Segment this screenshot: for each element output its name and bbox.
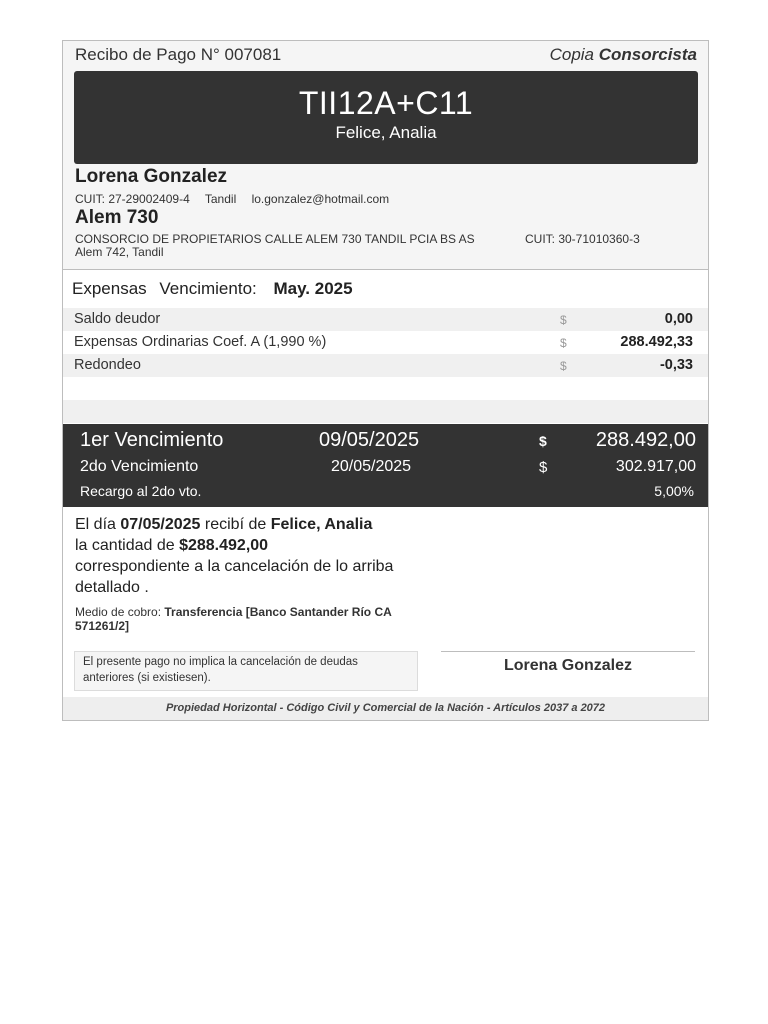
- payment-method: [75, 605, 435, 633]
- currency-symbol: $: [560, 313, 567, 327]
- receipt-header-area: [63, 41, 708, 269]
- expenses-period: May. 2025: [273, 279, 353, 298]
- currency-symbol: $: [560, 359, 567, 373]
- expense-row-empty: [63, 377, 708, 400]
- copy-recipient: Consorcista: [598, 45, 697, 64]
- unit-owner: Felice, Analia: [335, 123, 437, 142]
- legal-footer: Propiedad Horizontal - Código Civil y Comercial de la Nación - Artículos 2037 a 2072: [63, 697, 708, 720]
- expense-amount: 0,00: [664, 311, 693, 327]
- receipt-statement: [75, 514, 435, 598]
- second-due-date: 20/05/2025: [331, 458, 412, 475]
- expense-label: Redondeo: [74, 357, 141, 373]
- administrator-city: Tandil: [204, 192, 237, 206]
- payment-date: 07/05/2025: [120, 516, 201, 533]
- statement-text: correspondiente a la cancelación de lo arriba detallado .: [75, 558, 394, 596]
- due-label: Vencimiento:: [159, 279, 257, 298]
- administrator-details: [75, 192, 401, 206]
- expense-row: [63, 331, 708, 354]
- second-due-label: 2do Vencimiento: [80, 458, 199, 475]
- surcharge-label: Recargo al 2do vto.: [80, 483, 202, 499]
- building-address: Alem 742, Tandil: [75, 245, 164, 259]
- building-details: [75, 233, 695, 259]
- signature-name: Lorena Gonzalez: [503, 657, 633, 674]
- expense-label: Expensas Ordinarias Coef. A (1,990 %): [74, 334, 327, 350]
- expense-row: [63, 308, 708, 331]
- building-name: Alem 730: [75, 207, 159, 228]
- payer-name: Felice, Analia: [270, 516, 373, 533]
- first-due-label: 1er Vencimiento: [80, 429, 224, 451]
- consortium-name: CONSORCIO DE PROPIETARIOS CALLE ALEM 730 TANDIL PCIA BS AS: [75, 232, 475, 246]
- divider: [63, 269, 708, 270]
- administrator-name: Lorena Gonzalez: [75, 166, 228, 187]
- expenses-label: Expensas: [72, 279, 147, 298]
- copy-type: [550, 45, 697, 65]
- expense-row: [63, 354, 708, 377]
- expenses-title: [72, 279, 361, 299]
- currency-symbol: $: [539, 459, 548, 476]
- receipt-header-row: [75, 45, 697, 67]
- statement-text: El día: [75, 516, 121, 533]
- paid-amount: $288.492,00: [179, 537, 269, 554]
- copy-word: Copia: [549, 45, 595, 64]
- expense-row-empty: [63, 400, 708, 423]
- second-due-amount: 302.917,00: [615, 458, 696, 475]
- payment-method-value: Transferencia [Banco Santander Río CA 571261/2]: [75, 605, 392, 633]
- expense-amount: 288.492,33: [620, 334, 693, 350]
- surcharge-value: 5,00%: [654, 483, 694, 499]
- administrator-email: lo.gonzalez@hotmail.com: [251, 192, 390, 206]
- payment-method-label: Medio de cobro:: [75, 605, 165, 619]
- statement-text: la cantidad de: [75, 537, 180, 554]
- disclaimer-note: El presente pago no implica la cancelación de deudas anteriores (si existiesen).: [74, 651, 418, 691]
- first-due-date: 09/05/2025: [319, 429, 420, 451]
- due-dates-box: [63, 424, 708, 507]
- expense-label: Saldo deudor: [74, 311, 161, 327]
- currency-symbol: $: [539, 433, 547, 449]
- consortium-cuit: CUIT: 30-71010360-3: [525, 232, 640, 246]
- signature-line: [441, 651, 695, 652]
- unit-code: TII12A+C11: [298, 85, 474, 121]
- unit-banner: [74, 71, 698, 164]
- receipt-number: Recibo de Pago N° 007081: [75, 45, 282, 64]
- administrator-cuit: CUIT: 27-29002409-4: [75, 192, 190, 206]
- currency-symbol: $: [560, 336, 567, 350]
- expense-amount: -0,33: [659, 357, 693, 373]
- first-due-amount: 288.492,00: [595, 429, 696, 451]
- payment-receipt: [62, 40, 709, 721]
- statement-text: recibí de: [200, 516, 271, 533]
